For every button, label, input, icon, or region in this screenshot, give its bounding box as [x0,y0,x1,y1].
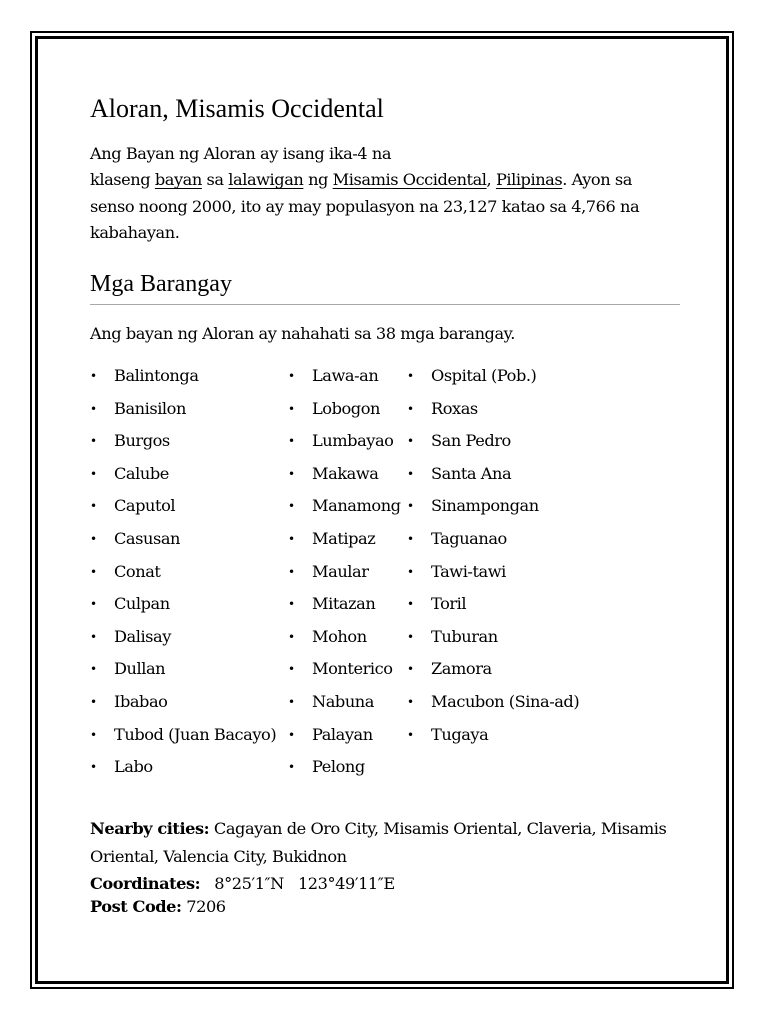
section-divider [90,304,680,305]
intro-text: , [486,170,496,190]
coordinates-label: Coordinates: [90,874,201,893]
barangay-list-item [288,396,401,429]
bullet-icon: • [90,694,97,709]
bullet-icon: • [288,434,295,449]
bullet-icon: • [288,629,295,644]
bullet-icon: • [90,662,97,677]
barangay-list-item [90,526,276,559]
barangay-name: Tawi-tawi [431,561,506,581]
barangay-list-item [288,722,401,755]
intro-text: sa [201,170,229,190]
bullet-icon: • [288,369,295,383]
barangay-list-item [288,754,401,787]
barangay-name: Burgos [114,431,170,451]
barangay-name: Pelong [312,757,365,777]
barangay-list-item [90,624,276,657]
section-title-barangay: Mga Barangay [90,271,232,297]
barangay-name: Monterico [312,659,393,679]
barangay-list-item [90,428,276,461]
barangay-name: Conat [114,561,161,581]
nearby-cities-label: Nearby cities: [90,819,210,838]
bullet-icon: • [90,499,97,514]
bullet-icon: • [407,597,414,612]
barangay-name: Zamora [431,659,492,679]
barangay-name: Banisilon [114,398,186,418]
bullet-icon: • [90,564,97,579]
barangay-list-item [90,363,276,396]
intro-line-3: senso noong 2000, ito ay may populasyon na 23,127 katao sa 4,766 na [90,196,640,216]
intro-text: . Ayon sa [562,170,632,190]
barangay-list-item [288,363,401,396]
barangay-name: Balintonga [114,366,199,385]
bullet-icon: • [90,369,97,383]
barangay-name: Caputol [114,496,176,516]
bullet-icon: • [90,466,97,481]
barangay-list-item [407,624,579,657]
bullet-icon: • [90,531,97,546]
barangay-list-item [407,526,579,559]
barangay-list-item [90,493,276,526]
barangay-name: Macubon (Sina-ad) [431,691,580,711]
bullet-icon: • [288,531,295,546]
barangay-list-item [288,493,401,526]
barangay-list-item [288,461,401,494]
barangay-name: Sinampongan [431,496,539,516]
post-code-label: Post Code: [90,897,182,916]
bullet-icon: • [407,401,414,416]
barangay-list-item [407,656,579,689]
barangay-list-item [407,722,579,755]
barangay-name: Dullan [114,659,166,679]
barangay-list-item [288,689,401,722]
barangay-list-item [407,396,579,429]
barangay-name: Tuburan [431,626,498,646]
intro-paragraph [90,141,690,246]
barangay-name: Ospital (Pob.) [431,366,537,385]
bullet-icon: • [407,531,414,546]
barangay-name: Taguanao [431,528,507,548]
barangay-name: Dalisay [114,626,171,646]
bullet-icon: • [90,401,97,416]
barangay-name: Roxas [431,398,478,418]
barangay-name: Toril [431,594,467,614]
barangay-name: Labo [114,757,153,777]
link-bayan[interactable]: bayan [154,170,202,190]
barangay-name: Maular [312,561,369,581]
barangay-name: Palayan [312,724,373,744]
barangay-list-item [288,656,401,689]
barangay-name: Santa Ana [431,463,512,483]
barangay-list-item [407,559,579,592]
barangay-list-item [407,461,579,494]
bullet-icon: • [90,727,97,742]
link-pilipinas[interactable]: Pilipinas [495,170,563,190]
bullet-icon: • [407,694,414,709]
barangay-name: Calube [114,463,169,483]
nearby-cities-value-line-1: Cagayan de Oro City, Misamis Oriental, Claveria, Misamis [209,819,667,838]
barangay-list-item [407,591,579,624]
barangay-name: Mitazan [312,594,376,614]
bullet-icon: • [407,629,414,644]
link-misamis-occidental[interactable]: Misamis Occidental [332,170,487,190]
bullet-icon: • [288,727,295,742]
bullet-icon: • [407,466,414,481]
barangay-list-item [90,722,276,755]
barangay-name: Casusan [114,528,181,548]
barangay-list-item [407,689,579,722]
intro-text: klaseng [90,170,155,190]
page-title: Aloran, Misamis Occidental [90,94,384,123]
barangay-name: Lobogon [312,398,380,418]
barangay-list-item [90,396,276,429]
bullet-icon: • [407,564,414,579]
bullet-icon: • [407,662,414,677]
bullet-icon: • [407,499,414,514]
barangay-name: Ibabao [114,691,168,711]
barangay-name: Culpan [114,594,170,614]
bullet-icon: • [90,629,97,644]
bullet-icon: • [407,434,414,449]
barangay-list-item [90,591,276,624]
barangay-list-item [288,624,401,657]
post-code-value: 7206 [181,897,226,916]
link-lalawigan[interactable]: lalawigan [228,170,304,190]
barangay-list-intro: Ang bayan ng Aloran ay nahahati sa 38 mga barangay. [90,324,515,343]
barangay-name: Tugaya [431,724,489,744]
barangay-list-item [90,559,276,592]
barangay-name: Mohon [312,626,367,646]
barangay-list-item [407,363,579,396]
nearby-cities-value-line-2: Oriental, Valencia City, Bukidnon [90,847,347,866]
barangay-list-column-1 [90,363,276,787]
bullet-icon: • [407,369,414,383]
bullet-icon: • [288,662,295,677]
intro-text: Ang Bayan ng Aloran ay isang ika-4 na [90,144,392,163]
nearby-cities [90,815,666,871]
bullet-icon: • [288,499,295,514]
bullet-icon: • [288,760,295,775]
intro-line-2 [90,167,690,193]
barangay-list-item [90,689,276,722]
barangay-list-item [407,428,579,461]
coordinates-value: 8°25′1″N 123°49′11″E [200,874,395,893]
intro-line-4: kabahayan. [90,222,180,242]
barangay-list-column-2 [288,363,401,787]
coordinates [90,872,395,895]
intro-line-1 [90,141,690,167]
bullet-icon: • [90,760,97,775]
barangay-name: Lumbayao [312,431,394,451]
barangay-name: Nabuna [312,691,374,711]
bullet-icon: • [90,434,97,449]
barangay-list-item [90,754,276,787]
barangay-list-item [288,591,401,624]
bullet-icon: • [288,466,295,481]
barangay-list-item [288,559,401,592]
barangay-list-item [288,526,401,559]
bullet-icon: • [90,597,97,612]
barangay-name: Makawa [312,463,379,483]
barangay-name: Matipaz [312,528,376,548]
intro-text: ng [303,170,333,190]
bullet-icon: • [288,597,295,612]
barangay-list-item [90,461,276,494]
barangay-name: Tubod (Juan Bacayo) [114,724,277,744]
barangay-name: Manamong [312,496,401,516]
barangay-list-item [90,656,276,689]
post-code [90,895,226,918]
bullet-icon: • [288,564,295,579]
barangay-name: San Pedro [431,431,511,451]
bullet-icon: • [288,401,295,416]
bullet-icon: • [407,727,414,742]
barangay-name: Lawa-an [312,366,379,385]
bullet-icon: • [288,694,295,709]
barangay-list-column-3 [407,363,579,754]
barangay-list-item [407,493,579,526]
barangay-list-item [288,428,401,461]
